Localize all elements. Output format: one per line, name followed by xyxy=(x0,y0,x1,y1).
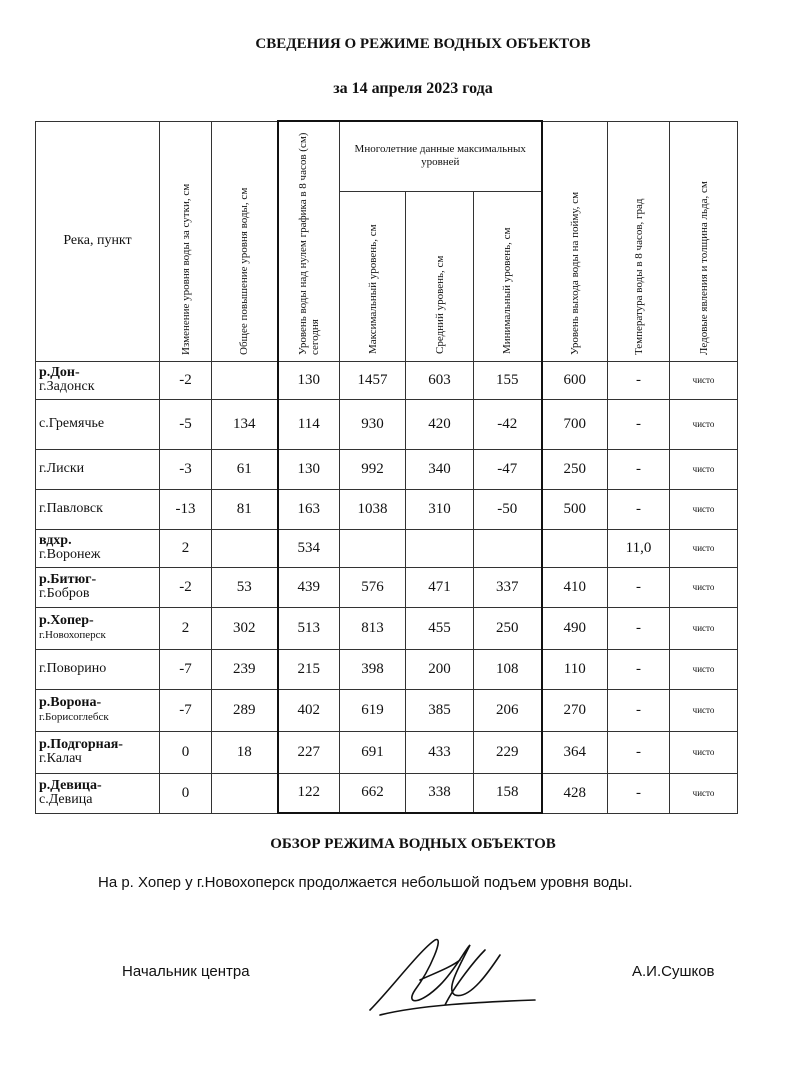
cell-change: -3 xyxy=(160,449,212,489)
cell-change: 0 xyxy=(160,773,212,813)
cell-change: -2 xyxy=(160,361,212,399)
cell-min: -47 xyxy=(474,449,542,489)
cell-change: -7 xyxy=(160,649,212,689)
cell-max: 992 xyxy=(340,449,406,489)
cell-max: 619 xyxy=(340,689,406,731)
cell-level: 227 xyxy=(278,731,340,773)
cell-change: 2 xyxy=(160,529,212,567)
cell-flood: 600 xyxy=(542,361,608,399)
cell-total-rise: 81 xyxy=(212,489,278,529)
cell-level: 114 xyxy=(278,399,340,449)
point-name: г.Калач xyxy=(39,751,82,766)
cell-flood xyxy=(542,529,608,567)
review-text: На р. Хопер у г.Новохоперск продолжается небольшой подъем уровня воды. xyxy=(98,874,633,891)
cell-river-point xyxy=(36,649,160,689)
signature-image xyxy=(360,930,540,1025)
cell-river-point xyxy=(36,607,160,649)
header-total-rise: Общее повышение уровня воды, см xyxy=(212,121,278,361)
cell-flood: 110 xyxy=(542,649,608,689)
water-regime-table xyxy=(35,120,738,814)
cell-max: 930 xyxy=(340,399,406,449)
chief-name: А.И.Сушков xyxy=(632,963,715,980)
cell-total-rise: 239 xyxy=(212,649,278,689)
cell-temp: - xyxy=(608,361,670,399)
cell-max: 1038 xyxy=(340,489,406,529)
cell-avg: 471 xyxy=(406,567,474,607)
cell-min: 250 xyxy=(474,607,542,649)
cell-avg: 340 xyxy=(406,449,474,489)
header-multiyear-group: Многолетние данные максимальных уровней xyxy=(340,121,542,191)
cell-min: -50 xyxy=(474,489,542,529)
cell-total-rise: 53 xyxy=(212,567,278,607)
cell-river-point xyxy=(36,361,160,399)
cell-river-point xyxy=(36,529,160,567)
review-title: ОБЗОР РЕЖИМА ВОДНЫХ ОБЪЕКТОВ xyxy=(270,836,556,852)
cell-river-point xyxy=(36,689,160,731)
cell-max: 691 xyxy=(340,731,406,773)
cell-ice: чисто xyxy=(670,689,738,731)
cell-level: 130 xyxy=(278,449,340,489)
cell-min xyxy=(474,529,542,567)
cell-river-point xyxy=(36,773,160,813)
header-ice: Ледовые явления и толщина льда, см xyxy=(670,121,738,361)
cell-flood: 270 xyxy=(542,689,608,731)
river-name: р.Дон- xyxy=(39,365,80,380)
point-name: г.Лиски xyxy=(39,461,85,476)
cell-temp: - xyxy=(608,773,670,813)
cell-ice: чисто xyxy=(670,607,738,649)
cell-level: 122 xyxy=(278,773,340,813)
cell-min: 108 xyxy=(474,649,542,689)
cell-avg xyxy=(406,529,474,567)
point-name: г.Воронеж xyxy=(39,547,101,562)
cell-temp: - xyxy=(608,731,670,773)
river-name: р.Девица- xyxy=(39,778,102,793)
header-temp: Температура воды в 8 часов, град xyxy=(608,121,670,361)
cell-temp: 11,0 xyxy=(608,529,670,567)
cell-ice: чисто xyxy=(670,567,738,607)
cell-flood: 364 xyxy=(542,731,608,773)
header-river: Река, пункт xyxy=(36,121,160,361)
table-row xyxy=(36,689,738,731)
cell-ice: чисто xyxy=(670,731,738,773)
cell-total-rise xyxy=(212,361,278,399)
cell-ice: чисто xyxy=(670,449,738,489)
table-row xyxy=(36,607,738,649)
header-max: Максимальный уровень, см xyxy=(340,191,406,361)
cell-max: 576 xyxy=(340,567,406,607)
point-name: г.Задонск xyxy=(39,379,95,394)
cell-river-point xyxy=(36,731,160,773)
cell-temp: - xyxy=(608,607,670,649)
cell-avg: 200 xyxy=(406,649,474,689)
cell-change: -5 xyxy=(160,399,212,449)
cell-min: 229 xyxy=(474,731,542,773)
cell-river-point xyxy=(36,399,160,449)
header-change: Изменение уровня воды за сутки, см xyxy=(160,121,212,361)
cell-total-rise: 18 xyxy=(212,731,278,773)
cell-total-rise: 302 xyxy=(212,607,278,649)
table-row xyxy=(36,567,738,607)
table-row xyxy=(36,399,738,449)
cell-min: 158 xyxy=(474,773,542,813)
cell-change: -2 xyxy=(160,567,212,607)
cell-temp: - xyxy=(608,449,670,489)
cell-min: -42 xyxy=(474,399,542,449)
cell-max: 398 xyxy=(340,649,406,689)
cell-level: 402 xyxy=(278,689,340,731)
header-flood: Уровень выхода воды на пойму, см xyxy=(542,121,608,361)
cell-change: 2 xyxy=(160,607,212,649)
river-name: р.Битюг- xyxy=(39,572,97,587)
point-name: г.Бобров xyxy=(39,586,90,601)
table-row xyxy=(36,649,738,689)
cell-temp: - xyxy=(608,567,670,607)
river-name: р.Ворона- xyxy=(39,695,102,710)
cell-total-rise: 289 xyxy=(212,689,278,731)
cell-change: -13 xyxy=(160,489,212,529)
point-name: г.Борисоглебск xyxy=(39,711,109,723)
table-row xyxy=(36,361,738,399)
cell-level: 163 xyxy=(278,489,340,529)
cell-temp: - xyxy=(608,649,670,689)
cell-ice: чисто xyxy=(670,489,738,529)
cell-change: 0 xyxy=(160,731,212,773)
cell-max: 662 xyxy=(340,773,406,813)
cell-min: 337 xyxy=(474,567,542,607)
cell-ice: чисто xyxy=(670,773,738,813)
cell-level: 215 xyxy=(278,649,340,689)
cell-max xyxy=(340,529,406,567)
cell-total-rise: 134 xyxy=(212,399,278,449)
point-name: г.Павловск xyxy=(39,501,103,516)
cell-avg: 310 xyxy=(406,489,474,529)
cell-flood: 250 xyxy=(542,449,608,489)
cell-river-point xyxy=(36,489,160,529)
table-row xyxy=(36,731,738,773)
table-row xyxy=(36,489,738,529)
chief-position: Начальник центра xyxy=(122,963,250,980)
cell-total-rise xyxy=(212,773,278,813)
table-row xyxy=(36,449,738,489)
cell-min: 206 xyxy=(474,689,542,731)
cell-flood: 500 xyxy=(542,489,608,529)
cell-flood: 410 xyxy=(542,567,608,607)
table-row xyxy=(36,529,738,567)
cell-temp: - xyxy=(608,489,670,529)
document-title: СВЕДЕНИЯ О РЕЖИМЕ ВОДНЫХ ОБЪЕКТОВ xyxy=(255,36,591,52)
cell-temp: - xyxy=(608,689,670,731)
cell-ice: чисто xyxy=(670,649,738,689)
document-date: за 14 апреля 2023 года xyxy=(333,80,493,97)
cell-avg: 603 xyxy=(406,361,474,399)
cell-river-point xyxy=(36,449,160,489)
cell-flood: 428 xyxy=(542,773,608,813)
river-name: вдхр. xyxy=(39,533,72,548)
cell-avg: 385 xyxy=(406,689,474,731)
cell-max: 1457 xyxy=(340,361,406,399)
cell-level: 513 xyxy=(278,607,340,649)
point-name: г.Поворино xyxy=(39,661,107,676)
cell-min: 155 xyxy=(474,361,542,399)
river-name: р.Хопер- xyxy=(39,613,94,628)
point-name: г.Новохоперск xyxy=(39,629,106,641)
river-name: р.Подгорная- xyxy=(39,737,123,752)
header-level: Уровень воды над нулем графика в 8 часов (см) сегодня xyxy=(278,121,340,361)
header-avg: Средний уровень, см xyxy=(406,191,474,361)
cell-ice: чисто xyxy=(670,529,738,567)
cell-flood: 490 xyxy=(542,607,608,649)
cell-level: 534 xyxy=(278,529,340,567)
cell-level: 439 xyxy=(278,567,340,607)
cell-avg: 338 xyxy=(406,773,474,813)
cell-river-point xyxy=(36,567,160,607)
cell-ice: чисто xyxy=(670,361,738,399)
cell-level: 130 xyxy=(278,361,340,399)
cell-avg: 433 xyxy=(406,731,474,773)
cell-max: 813 xyxy=(340,607,406,649)
point-name: с.Гремячье xyxy=(39,416,105,431)
cell-temp: - xyxy=(608,399,670,449)
table-row xyxy=(36,773,738,813)
point-name: с.Девица xyxy=(39,792,93,807)
cell-total-rise: 61 xyxy=(212,449,278,489)
cell-avg: 420 xyxy=(406,399,474,449)
cell-total-rise xyxy=(212,529,278,567)
header-min: Минимальный уровень, см xyxy=(474,191,542,361)
cell-avg: 455 xyxy=(406,607,474,649)
cell-ice: чисто xyxy=(670,399,738,449)
cell-flood: 700 xyxy=(542,399,608,449)
cell-change: -7 xyxy=(160,689,212,731)
